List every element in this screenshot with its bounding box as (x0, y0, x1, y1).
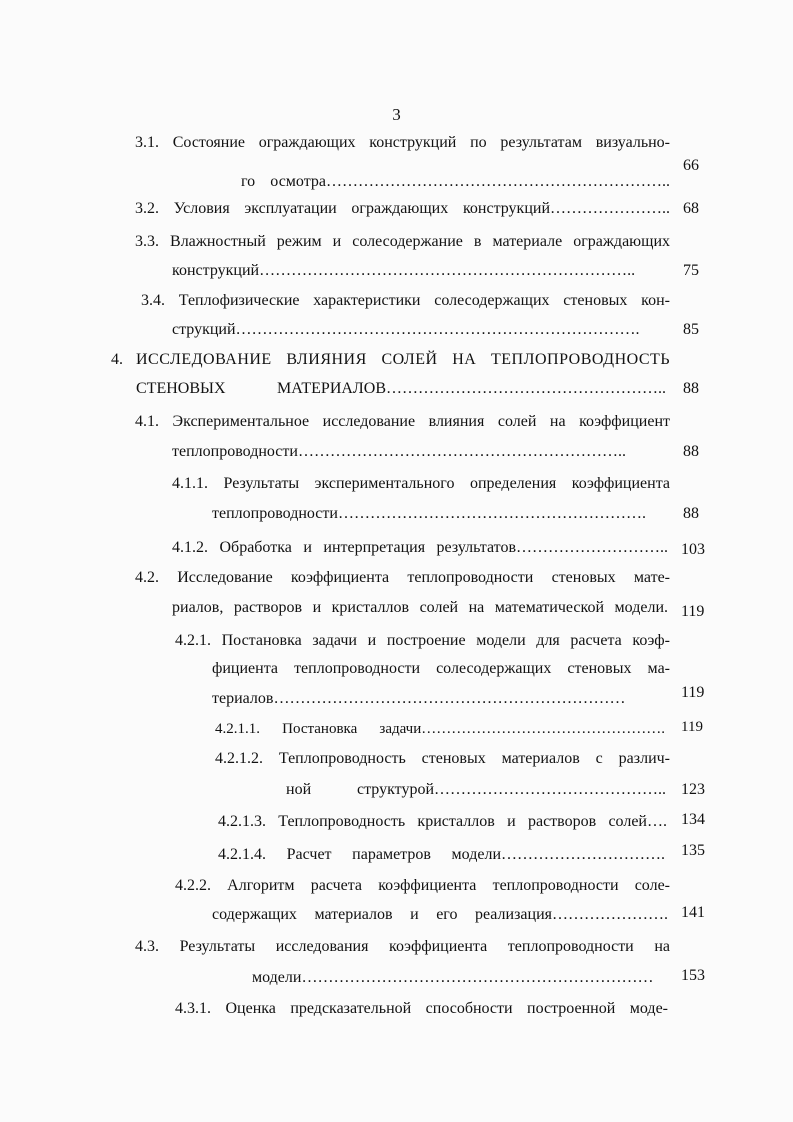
toc-entry-4-2-1-page: 119 (681, 684, 705, 701)
toc-entry-3-2-page: 68 (683, 200, 699, 217)
toc-entry-4-1-1-page: 88 (683, 505, 699, 522)
toc-entry-3-4-line2: струкций…………………………………………………………………. (172, 321, 640, 338)
toc-entry-4-1-line1: 4.1. Экспериментальное исследование влияния солей на коэффициент (135, 413, 670, 430)
toc-entry-4-2-1-1-page: 119 (681, 719, 703, 735)
toc-entry-4-3-1-line1: 4.3.1. Оценка предсказательной способности построенной моде- (175, 1000, 668, 1017)
toc-entry-3-1-line2: го осмотра……………………………………………………….. (241, 173, 670, 190)
toc-entry-4-1-page: 88 (683, 443, 699, 460)
toc-entry-4-2-1-2-line1: 4.2.1.2. Теплопроводность стеновых материалов с различ- (215, 750, 670, 767)
toc-entry-4-1-2: 4.1.2. Обработка и интерпретация результатов……………………….. (172, 539, 668, 556)
toc-chapter-4-page: 88 (683, 380, 699, 397)
toc-entry-4-1-1-line1: 4.1.1. Результаты экспериментального определения коэффициента (172, 475, 670, 492)
toc-entry-4-2-1-2-line2: ной структурой…………………………………….. (286, 781, 666, 798)
toc-entry-4-1-line2: теплопроводности…………………………………………………….. (172, 443, 626, 460)
toc-entry-4-3-page: 153 (681, 967, 705, 984)
toc-entry-4-1-1-line2: теплопроводности…………………………………………………. (212, 505, 646, 522)
toc-entry-3-4-page: 85 (683, 321, 699, 338)
toc-entry-4-2-line2: риалов, растворов и кристаллов солей на математической модели. (172, 599, 668, 616)
toc-chapter-4-line1: ИССЛЕДОВАНИЕ ВЛИЯНИЯ СОЛЕЙ НА ТЕПЛОПРОВОДНОСТЬ (136, 351, 670, 368)
toc-entry-4-2-page: 119 (681, 603, 705, 620)
toc-entry-4-2-1-3-page: 134 (681, 811, 705, 828)
toc-entry-4-2-line1: 4.2. Исследование коэффициента теплопроводности стеновых мате- (135, 569, 670, 586)
toc-chapter-4-number: 4. (111, 351, 123, 368)
page-number: 3 (392, 105, 401, 124)
toc-entry-3-1-page: 66 (683, 157, 699, 174)
toc-entry-4-2-1-1: 4.2.1.1. Постановка задачи…………………………………………. (215, 721, 665, 737)
toc-entry-4-2-1-line2: фициента теплопроводности солесодержащих стеновых ма- (212, 660, 670, 677)
toc-entry-3-4-line1: 3.4. Теплофизические характеристики солесодержащих стеновых кон- (141, 292, 670, 309)
toc-entry-3-3-page: 75 (683, 262, 699, 279)
toc-entry-3-3-line1: 3.3. Влажностный режим и солесодержание в материале ограждающих (135, 233, 670, 250)
toc-entry-4-3-line2: модели………………………………………………………… (252, 969, 654, 986)
toc-entry-4-1-2-page: 103 (681, 541, 705, 558)
toc-entry-4-3-line1: 4.3. Результаты исследования коэффициента теплопроводности на (135, 938, 670, 955)
toc-entry-3-1-line1: 3.1. Состояние ограждающих конструкций по результатам визуально- (135, 134, 670, 151)
toc-entry-4-2-1-line3: териалов………………………………………………………… (212, 690, 626, 707)
toc-entry-4-2-1-4: 4.2.1.4. Расчет параметров модели…………………………. (218, 846, 665, 863)
toc-chapter-4-line2: СТЕНОВЫХ МАТЕРИАЛОВ…………………………………………….. (136, 380, 666, 397)
toc-entry-4-2-2-line2: содержащих материалов и его реализация…………………. (212, 906, 668, 923)
toc-entry-4-2-1-line1: 4.2.1. Постановка задачи и построение модели для расчета коэф- (175, 632, 670, 649)
toc-entry-4-2-1-2-page: 123 (681, 781, 705, 798)
toc-entry-4-2-1-4-page: 135 (681, 842, 705, 859)
toc-entry-4-2-2-line1: 4.2.2. Алгоритм расчета коэффициента теплопроводности соле- (175, 877, 670, 894)
toc-entry-3-3-line2: конструкций…………………………………………………………….. (172, 262, 636, 279)
toc-entry-3-2: 3.2. Условия эксплуатации ограждающих конструкций………………….. (135, 200, 670, 217)
toc-entry-4-2-1-3: 4.2.1.3. Теплопроводность кристаллов и растворов солей…. (218, 813, 667, 830)
toc-entry-4-2-2-page: 141 (681, 904, 705, 921)
